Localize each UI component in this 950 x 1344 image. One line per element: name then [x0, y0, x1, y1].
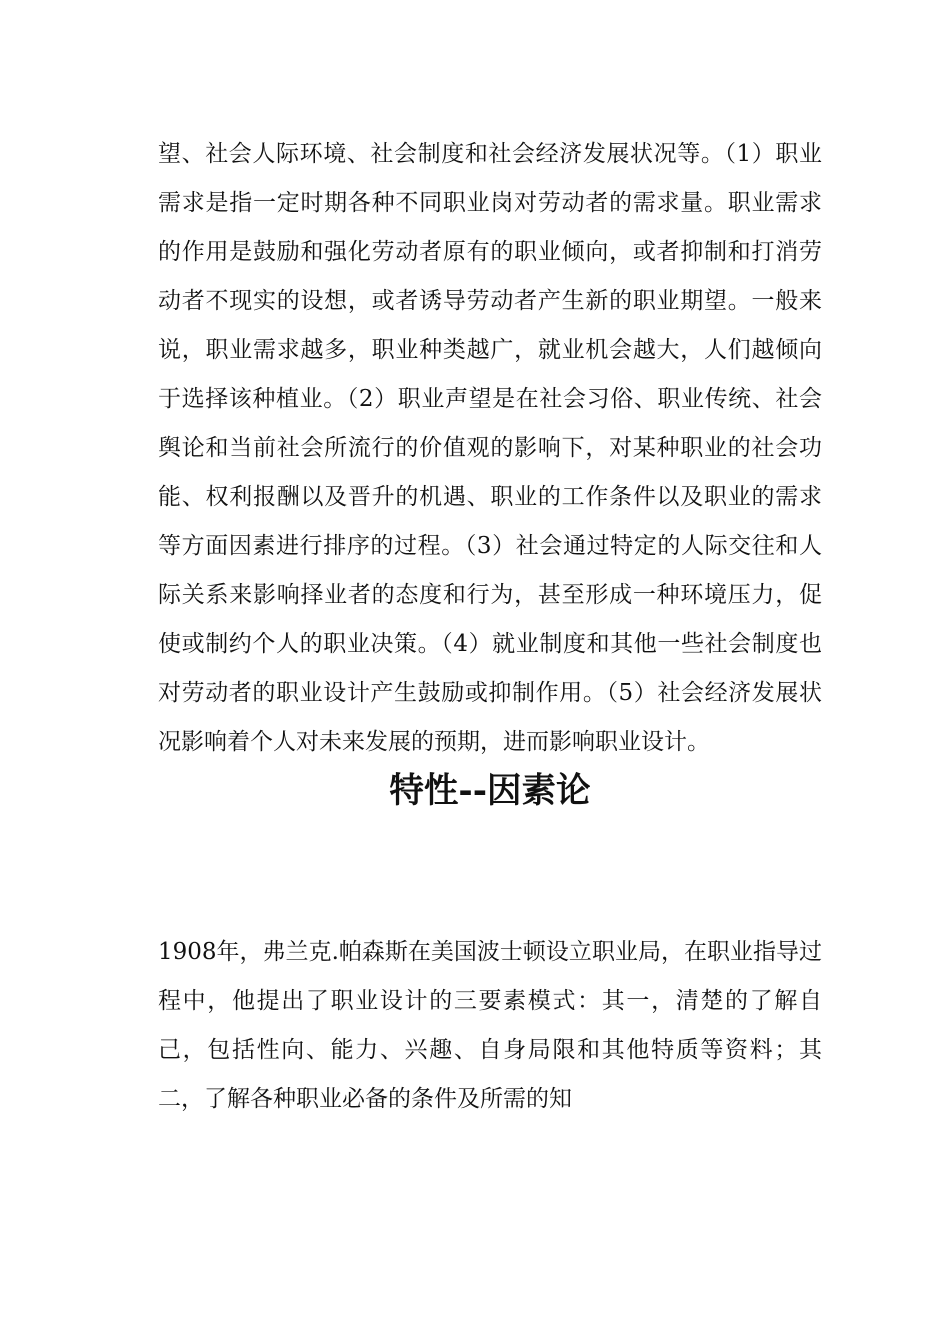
body-paragraph-parsons: 1908年，弗兰克.帕森斯在美国波士顿设立职业局，在职业指导过程中，他提出了职业设计的三要素模式：其一，清楚的了解自己，包括性向、能力、兴趣、自身局限和其他特质等资料；其二，了解各种职业必备的条件及所需的知 [158, 939, 822, 1112]
body-paragraph-social-factors: 望、社会人际环境、社会制度和社会经济发展状况等。（1）职业需求是指一定时期各种不同职业岗对劳动者的需求量。职业需求的作用是鼓励和强化劳动者原有的职业倾向，或者抑制和打消劳动者不现实的设想，或者诱导劳动者产生新的职业期望。一般来说，职业需求越多，职业种类越广，就业机会越大，人们越倾向于选择该种植业。（2）职业声望是在社会习俗、职业传统、社会舆论和当前社会所流行的价值观的影响下，对某种职业的社会功能、权利报酬以及晋升的机遇、职业的工作条件以及职业的需求等方面因素进行排序的过程。（3）社会通过特定的人际交往和人际关系来影响择业者的态度和行为，甚至形成一种环境压力，促使或制约个人的职业决策。（4）就业制度和其他一些社会制度也对劳动者的职业设计产生鼓励或抑制作用。（5）社会经济发展状况影响着个人对未来发展的预期，进而影响职业设计。 [158, 141, 822, 755]
document-page [158, 130, 822, 1124]
section-spacer [158, 816, 822, 928]
section-heading: 特性--因素论 [389, 771, 591, 811]
